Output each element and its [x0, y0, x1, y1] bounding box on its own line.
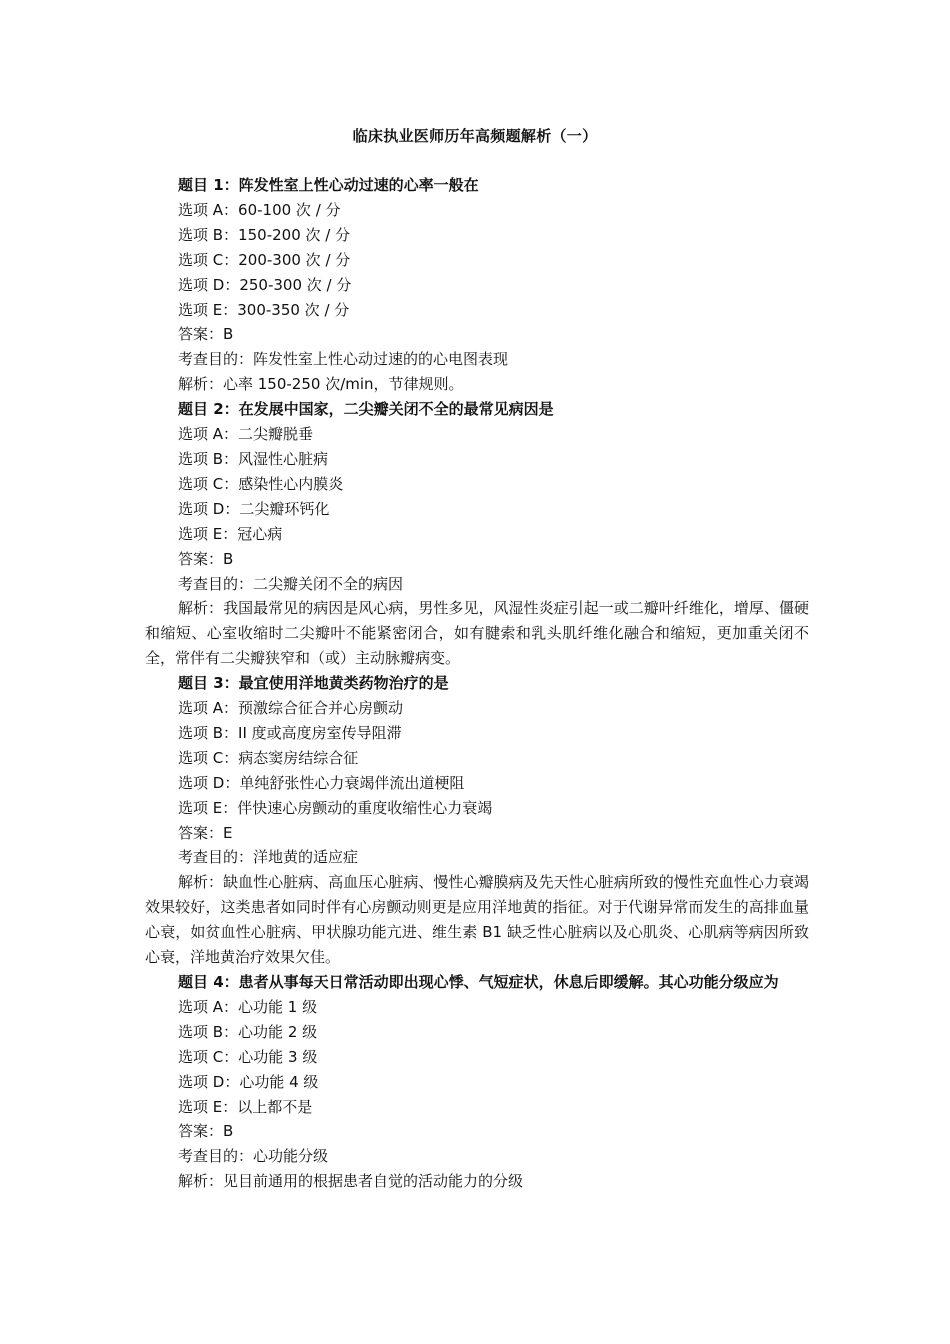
- question-title: 题目 3：最宜使用洋地黄类药物治疗的是: [178, 674, 449, 693]
- option-c: 选项 C：200-300 次 / 分: [178, 250, 351, 269]
- option-b: 选项 B：150-200 次 / 分: [178, 225, 351, 244]
- exam-purpose: 考查目的：洋地黄的适应症: [178, 848, 359, 867]
- answer: 答案：B: [178, 1122, 234, 1141]
- option-a: 选项 A：预激综合征合并心房颤动: [178, 699, 404, 718]
- option-e: 选项 E：300-350 次 / 分: [178, 300, 350, 319]
- option-c: 选项 C：心功能 3 级: [178, 1047, 318, 1066]
- question-block: [145, 671, 809, 970]
- answer: 答案：B: [178, 325, 234, 344]
- analysis: 解析：我国最常见的病因是风心病，男性多见，风湿性炎症引起一或二瓣叶纤维化，增厚、僵硬和缩短、心室收缩时二尖瓣叶不能紧密闭合，如有腱索和乳头肌纤维化融合和缩短，更加重关闭不全，常伴有二尖瓣狭窄和（或）主动脉瓣病变。: [145, 599, 809, 668]
- option-b: 选项 B：心功能 2 级: [178, 1022, 318, 1041]
- exam-purpose: 考查目的：二尖瓣关闭不全的病因: [178, 574, 404, 593]
- question-block: [145, 970, 809, 1194]
- option-e: 选项 E：冠心病: [178, 524, 283, 543]
- option-d: 选项 D：250-300 次 / 分: [178, 275, 352, 294]
- option-d: 选项 D：心功能 4 级: [178, 1072, 319, 1091]
- exam-purpose: 考查目的：阵发性室上性心动过速的的心电图表现: [178, 350, 509, 369]
- question-title: 题目 1：阵发性室上性心动过速的心率一般在: [178, 176, 479, 194]
- exam-purpose: 考查目的：心功能分级: [178, 1147, 329, 1166]
- option-a: 选项 A：心功能 1 级: [178, 997, 318, 1016]
- option-d: 选项 D：单纯舒张性心力衰竭伴流出道梗阻: [178, 773, 465, 792]
- option-b: 选项 B：II 度或高度房室传导阻滞: [178, 723, 402, 742]
- option-d: 选项 D：二尖瓣环钙化: [178, 499, 330, 518]
- option-c: 选项 C：病态窦房结综合征: [178, 748, 359, 767]
- question-block: [145, 173, 809, 397]
- document-title: 临床执业医师历年高频题解析（一）: [352, 127, 598, 145]
- option-a: 选项 A：60-100 次 / 分: [178, 200, 341, 219]
- document-body: [145, 173, 809, 1194]
- question-title: 题目 4：患者从事每天日常活动即出现心悸、气短症状，休息后即缓解。其心功能分级应为: [178, 973, 779, 991]
- analysis: 解析：见目前通用的根据患者自觉的活动能力的分级: [178, 1172, 524, 1191]
- option-e: 选项 E：以上都不是: [178, 1097, 313, 1116]
- analysis: 解析：心率 150-250 次/min，节律规则。: [178, 375, 464, 394]
- question-title: 题目 2：在发展中国家，二尖瓣关闭不全的最常见病因是: [178, 400, 554, 419]
- option-b: 选项 B：风湿性心脏病: [178, 449, 329, 468]
- option-e: 选项 E：伴快速心房颤动的重度收缩性心力衰竭: [178, 798, 493, 817]
- option-a: 选项 A：二尖瓣脱垂: [178, 425, 314, 444]
- option-c: 选项 C：感染性心内膜炎: [178, 474, 344, 493]
- answer: 答案：B: [178, 549, 234, 568]
- answer: 答案：E: [178, 823, 233, 842]
- question-block: [145, 397, 809, 671]
- analysis: 解析：缺血性心脏病、高血压心脏病、慢性心瓣膜病及先天性心脏病所致的慢性充血性心力衰竭效果较好，这类患者如同时伴有心房颤动则更是应用洋地黄的指征。对于代谢异常而发生的高排血量心衰，如贫血性心脏病、甲状腺功能亢进、维生素 B1 缺乏性心脏病以及心肌炎、心肌病等病因所致心衰，洋地黄治疗效果欠佳。: [145, 873, 809, 967]
